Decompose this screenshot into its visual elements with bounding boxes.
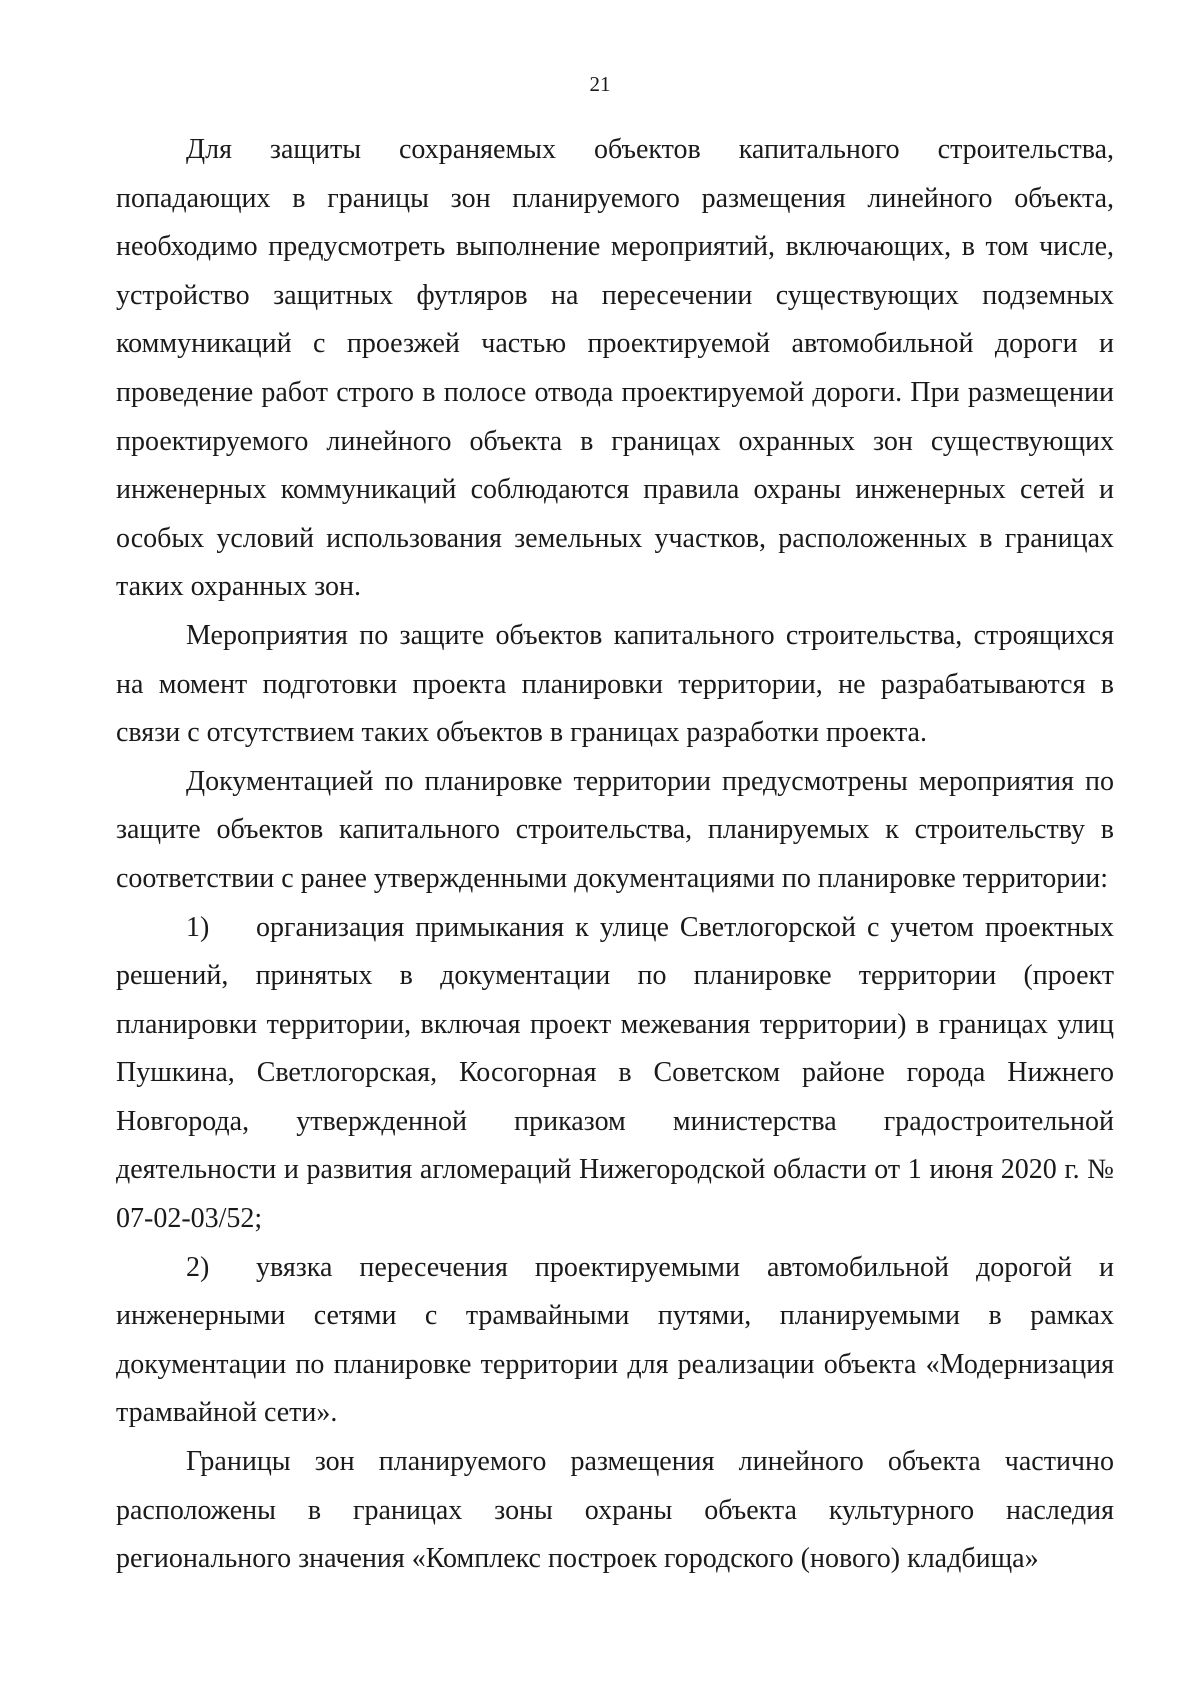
paragraph-documentation-measures: Документацией по планировке территории предусмотрены мероприятия по защите объектов капитального строительства, планируемых к строительству в соответствии с ранее утвержденными документациями по планировке территории: [116,765,1114,894]
list-item-number: 1) [186,911,210,943]
paragraph-protection-measures: Для защиты сохраняемых объектов капитального строительства, попадающих в границы зон планируемого размещения линейного объекта, необходимо предусмотреть выполнение мероприятий, включающих, в том числе, устройство защитных футляров на пересечении существующих подземных коммуникаций с проезжей частью проектируемой автомобильной дороги и проведение работ строго в полосе отвода проектируемой дороги. При размещении проектируемого линейного объекта в границах охранных зон существующих инженерных коммуникаций соблюдаются правила охраны инженерных сетей и особых условий использования земельных участков, расположенных в границах таких охранных зон. [116,134,1114,603]
list-item-number: 2) [186,1251,210,1283]
page-number: 21 [589,72,611,96]
list-item [116,1244,1114,1438]
paragraph-heritage-zone: Границы зон планируемого размещения линейного объекта частично расположены в границах зоны охраны объекта культурного наследия регионального значения «Комплекс построек городского (нового) кладбища» [116,1446,1114,1575]
body-text [116,126,1114,1584]
list-item-text: организация примыкания к улице Светлогорской с учетом проектных решений, принятых в документации по планировке территории (проект планировки территории, включая проект межевания территории) в границах улиц Пушкина, Светлогорская, Косогорная в Советском районе города Нижнего Новгорода, утвержденной приказом министерства градостроительной деятельности и развития агломераций Нижегородской области от 1 июня 2020 г. № 07-02-03/52; [116,911,1114,1235]
list-item-text: увязка пересечения проектируемыми автомобильной дорогой и инженерными сетями с трамвайными путями, планируемыми в рамках документации по планировке территории для реализации объекта «Модернизация трамвайной сети». [116,1251,1114,1429]
paragraph-under-construction: Мероприятия по защите объектов капитального строительства, строящихся на момент подготовки проекта планировки территории, не разрабатываются в связи с отсутствием таких объектов в границах разработки проекта. [116,619,1114,749]
list-item [116,904,1114,1244]
